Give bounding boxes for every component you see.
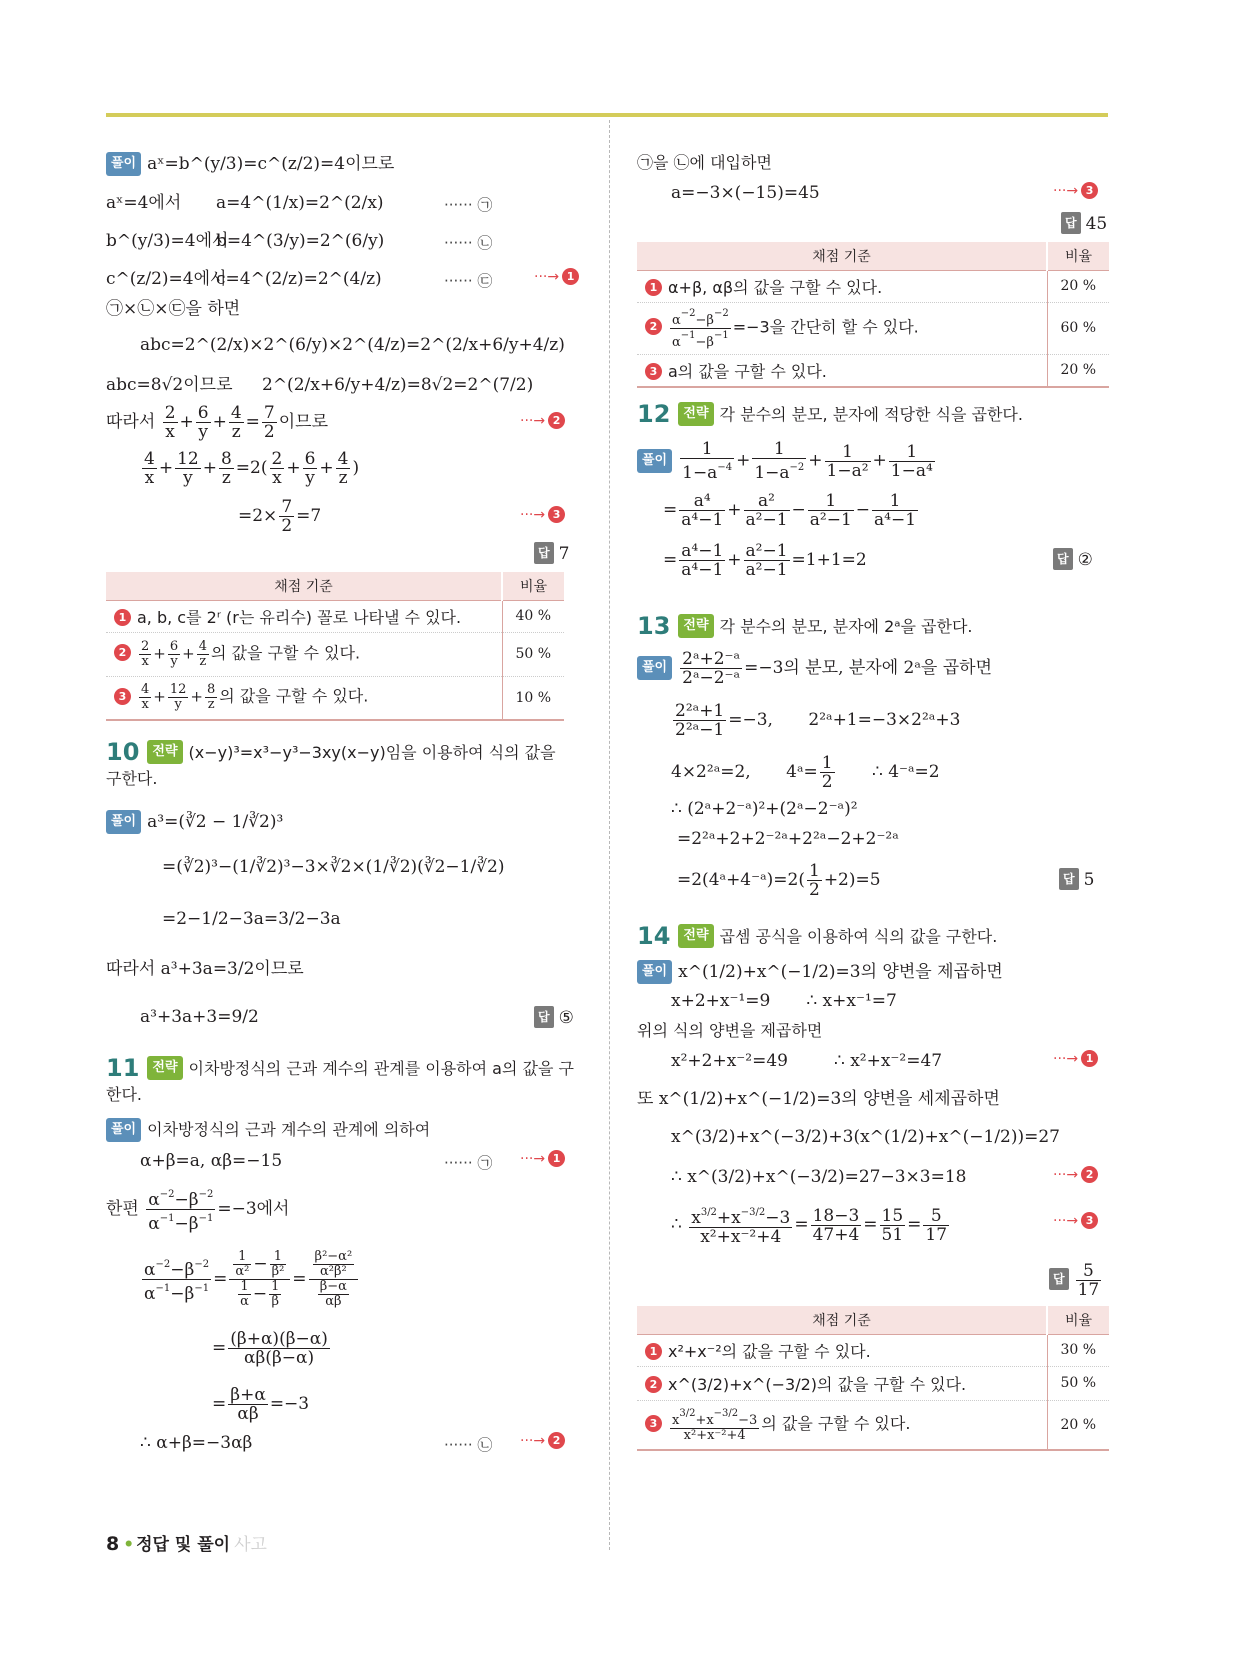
- sol9-line9: $\frac{4}{x}$ + $\frac{12}{y}$ + $\frac{8}{z}$ =2( $\frac{2}{x}$ + $\frac{6}{y}$ + $\frac{4}{z}$ ): [144, 449, 360, 488]
- sol13-line1: 풀이 $\frac{\text{2ᵃ+2⁻ᵃ}}{\text{2ᵃ−2⁻ᵃ}}$ =−3의 분모, 분자에 2ᵃ을 곱하면: [637, 650, 992, 687]
- sol9-line3a: b^(y/3)=4에서: [106, 231, 229, 251]
- sol9-line6: abc=2^(2/x)×2^(6/y)×2^(4/z)=2^(2/x+6/y+4/z): [140, 335, 565, 355]
- sol11-line4: $\frac{\alpha^{-2}-\beta^{-2}}{\alpha^{-1}-\beta^{-1}}$ = $\frac{1}{\text{α²}}$ − $\frac{1}{\text{β²}}$ $\frac{1}{\alpha}$ − $\frac{1}{\beta}$ = $\frac{\frac{\text{β²−α²}}{\text{α²β²}}}{\frac{\beta-\alpha}{\alpha\beta}}$: [140, 1250, 360, 1309]
- sol10-line2: =(∛2)³−(1/∛2)³−3×∛2×(1/∛2)(∛2−1/∛2): [162, 857, 505, 877]
- step-2-marker-11: ···→ 2: [520, 1432, 565, 1449]
- sol14-line6: x^(3/2)+x^(−3/2)+3(x^(1/2)+x^(−1/2))=27: [671, 1127, 1060, 1147]
- solution-badge: 풀이: [106, 152, 141, 176]
- sol9-line4a: c^(z/2)=4에서: [106, 269, 227, 289]
- sol11-line3: 한편 $\frac{\alpha^{-2}-\beta^{-2}}{\alpha^{-1}-\beta^{-1}}$ =−3에서: [106, 1186, 289, 1233]
- step-2-marker-14: ···→ 2: [1053, 1166, 1098, 1183]
- sol9-line1: 풀이 aˣ=b^(y/3)=c^(z/2)=4이므로: [106, 152, 394, 176]
- sol11-line5: = $\frac{(\beta+\alpha)(\beta-\alpha)}{\alpha\beta(\beta-\alpha)}$: [212, 1329, 328, 1368]
- step-3-marker-14: ···→ 3: [1053, 1212, 1098, 1229]
- sol9-line2b: a=4^(1/x)=2^(2/x): [216, 193, 384, 213]
- problem-11-strategy-cont: 한다.: [106, 1085, 142, 1104]
- criteria-row: 3 $\frac{x^{3/2}+x^{-3/2}-3}{\text{x²+x⁻²+4}}$ 의 값을 구할 수 있다.: [637, 1400, 1047, 1450]
- marker-b-11: ······ ㉡: [444, 1436, 493, 1454]
- sol10-line3: =2−1/2−3a=3/2−3a: [162, 909, 341, 929]
- marker-a: ······ ㉠: [444, 196, 493, 214]
- step-1-marker: ···→ 1: [534, 268, 579, 285]
- sol9-line5: ㉠×㉡×㉢을 하면: [106, 299, 241, 319]
- sol9-line7a: abc=8√2이므로: [106, 375, 233, 395]
- sol11-line7: ∴ α+β=−3αβ: [140, 1433, 253, 1453]
- column-divider: [609, 120, 610, 1550]
- criteria-row: 2 $\frac{\alpha^{-2}-\beta^{-2}}{\alpha^{-1}-\beta^{-1}}$ =−3을 간단히 할 수 있다.: [637, 302, 1047, 354]
- grading-table-11: 채점 기준 비율 1 α+β, αβ의 값을 구할 수 있다. 20 % 2 $\frac{\alpha^{-2}-\beta^{-2}}{\alpha^{-1}-\beta^{-1}}$ =−3을 간단히 할 수 있다. 60 % 3 a의 값을 구할 수 있다. 20 %: [637, 242, 1109, 388]
- sol14-line5: 또 x^(1/2)+x^(−1/2)=3의 양변을 세제곱하면: [637, 1089, 1000, 1109]
- page-footer: 8 • 정답 및 풀이 사고: [106, 1533, 267, 1555]
- problem-10-header: 10 전략 (x−y)³=x³−y³−3xy(x−y)임을 이용하여 식의 값을: [106, 738, 556, 766]
- sol9-line3b: b=4^(3/y)=2^(6/y): [216, 231, 385, 251]
- answer-14: 답 $\frac{5}{17}$: [1049, 1262, 1103, 1299]
- problem-14-header: 14 전략 곱셈 공식을 이용하여 식의 값을 구한다.: [637, 922, 998, 950]
- criteria-row: 1 x²+x⁻²의 값을 구할 수 있다.: [637, 1334, 1047, 1366]
- step-3-marker-11: ···→ 3: [1053, 182, 1098, 199]
- sol12-line3: = $\frac{\text{a⁴−1}}{\text{a⁴−1}}$ + $\frac{\text{a²−1}}{\text{a²−1}}$ =1+1=2: [663, 541, 867, 580]
- step-3-marker: ···→ 3: [520, 506, 565, 523]
- sol14-line4: x²+2+x⁻²=49 ∴ x²+x⁻²=47: [671, 1051, 943, 1071]
- footer-ghost-text: 사고: [234, 1535, 267, 1555]
- step-1-marker-11: ···→ 1: [520, 1150, 565, 1167]
- sol9-line2a: aˣ=4에서: [106, 193, 182, 213]
- sol10-line5: a³+3a+3=9/2: [140, 1007, 259, 1027]
- sol9-line4b: c=4^(2/z)=2^(4/z): [216, 269, 382, 289]
- sol14-line8: ∴ $\frac{x^{3/2}+x^{-3/2}-3}{\text{x²+x⁻²+4}}$ = $\frac{18-3}{47+4}$ = $\frac{15}{51}$ = $\frac{5}{17}$: [671, 1205, 948, 1247]
- sol10-line1: 풀이 a³=(∛2 − 1/∛2)³: [106, 810, 283, 834]
- criteria-row: 2 $\frac{2}{x}$ + $\frac{6}{y}$ + $\frac{4}{z}$ 의 값을 구할 수 있다.: [106, 632, 502, 676]
- sol11-cont-line1: ㉠을 ㉡에 대입하면: [637, 153, 772, 172]
- problem-11-header: 11 전략 이차방정식의 근과 계수의 관계를 이용하여 a의 값을 구: [106, 1054, 574, 1082]
- criteria-row: 1 α+β, αβ의 값을 구할 수 있다.: [637, 270, 1047, 302]
- sol14-line1: 풀이 x^(1/2)+x^(−1/2)=3의 양변을 제곱하면: [637, 960, 1003, 984]
- top-rule: [106, 113, 1108, 117]
- sol13-line6: =2(4ᵃ+4⁻ᵃ)=2( $\frac{1}{2}$ +2)=5: [677, 861, 881, 900]
- criteria-row: 3 $\frac{4}{x}$ + $\frac{12}{y}$ + $\frac{8}{z}$ 의 값을 구할 수 있다.: [106, 676, 502, 720]
- sol12-line2: = $\frac{\text{a⁴}}{\text{a⁴−1}}$ + $\frac{\text{a²}}{\text{a²−1}}$ − $\frac{1}{\text{a²−1}}$ − $\frac{1}{\text{a⁴−1}}$: [663, 491, 917, 530]
- sol11-line1: 풀이 이차방정식의 근과 계수의 관계에 의하여: [106, 1118, 430, 1142]
- sol13-line2: $\frac{\text{2²ᵃ+1}}{\text{2²ᵃ−1}}$ =−3, 2²ᵃ+1=−3×2²ᵃ+3: [675, 701, 961, 740]
- sol14-line3: 위의 식의 양변을 제곱하면: [637, 1021, 823, 1040]
- sol13-line4: ∴ (2ᵃ+2⁻ᵃ)²+(2ᵃ−2⁻ᵃ)²: [671, 799, 858, 819]
- answer-9: 답 7: [534, 542, 569, 565]
- sol11-line2: α+β=a, αβ=−15: [140, 1151, 283, 1171]
- page-number: 8: [106, 1533, 120, 1555]
- sol14-line2: x+2+x⁻¹=9 ∴ x+x⁻¹=7: [671, 991, 897, 1011]
- sol9-line7b: 2^(2/x+6/y+4/z)=8√2=2^(7/2): [262, 375, 534, 395]
- sol12-line1: 풀이 $\frac{1}{1-a^{-4}}$ + $\frac{1}{1-a^{-2}}$ + $\frac{1}{\text{1−a²}}$ + $\frac{1}{\text{1−a⁴}}$: [637, 440, 937, 482]
- step-1-marker-14: ···→ 1: [1053, 1050, 1098, 1067]
- footer-title: 정답 및 풀이: [136, 1535, 231, 1555]
- sol13-line5: =2²ᵃ+2+2⁻²ᵃ+2²ᵃ−2+2⁻²ᵃ: [677, 829, 899, 849]
- problem-10-strategy-cont: 구한다.: [106, 769, 158, 788]
- answer-10: 답 ⑤: [534, 1006, 574, 1029]
- problem-12-header: 12 전략 각 분수의 분모, 분자에 적당한 식을 곱한다.: [637, 400, 1023, 428]
- answer-11: 답 45: [1061, 212, 1107, 235]
- sol11-line6: = $\frac{\beta+\alpha}{\alpha\beta}$ =−3: [212, 1385, 310, 1424]
- sol13-line3: 4×2²ᵃ=2, 4ᵃ= $\frac{1}{2}$ ∴ 4⁻ᵃ=2: [671, 753, 940, 792]
- criteria-row: 3 a의 값을 구할 수 있다.: [637, 354, 1047, 387]
- sol14-line7: ∴ x^(3/2)+x^(−3/2)=27−3×3=18: [671, 1167, 967, 1187]
- sol9-line8: 따라서 $\frac{2}{x}$ + $\frac{6}{y}$ + $\frac{4}{z}$ = $\frac{7}{2}$ 이므로: [106, 403, 329, 442]
- step-2-marker: ···→ 2: [520, 412, 565, 429]
- marker-c: ······ ㉢: [444, 272, 493, 290]
- marker-b: ······ ㉡: [444, 234, 493, 252]
- sol9-line10: =2× $\frac{7}{2}$ =7: [238, 497, 322, 536]
- criteria-row: 1 a, b, c를 2ʳ (r는 유리수) 꼴로 나타낼 수 있다.: [106, 600, 502, 632]
- grading-table-14: 채점 기준 비율 1 x²+x⁻²의 값을 구할 수 있다. 30 % 2 x^(3/2)+x^(−3/2)의 값을 구할 수 있다. 50 % 3 $\frac{x^{3/2}+x^{-3/2}-3}{\text{x²+x⁻²+4}}$ 의 값을 구할 수 있다. 20 %: [637, 1306, 1109, 1451]
- answer-12: 답 ②: [1053, 548, 1093, 571]
- answer-13: 답 5: [1059, 868, 1094, 891]
- marker-a-11: ······ ㉠: [444, 1154, 493, 1172]
- sol11-cont-line2: a=−3×(−15)=45: [671, 183, 820, 203]
- sol10-line4: 따라서 a³+3a=3/2이므로: [106, 959, 304, 979]
- grading-table-9: 채점 기준 비율 1 a, b, c를 2ʳ (r는 유리수) 꼴로 나타낼 수 있다. 40 % 2 $\frac{2}{x}$ + $\frac{6}{y}$ + $\frac{4}{z}$ 의 값을 구할 수 있다. 50 % 3 $\frac{4}{x}$ + $\frac{12}{y}$ + $\frac{8}{z}$ 의 값을 구할 수 있다. 10 %: [106, 572, 564, 721]
- problem-13-header: 13 전략 각 분수의 분모, 분자에 2ᵃ을 곱한다.: [637, 612, 973, 640]
- criteria-row: 2 x^(3/2)+x^(−3/2)의 값을 구할 수 있다.: [637, 1366, 1047, 1400]
